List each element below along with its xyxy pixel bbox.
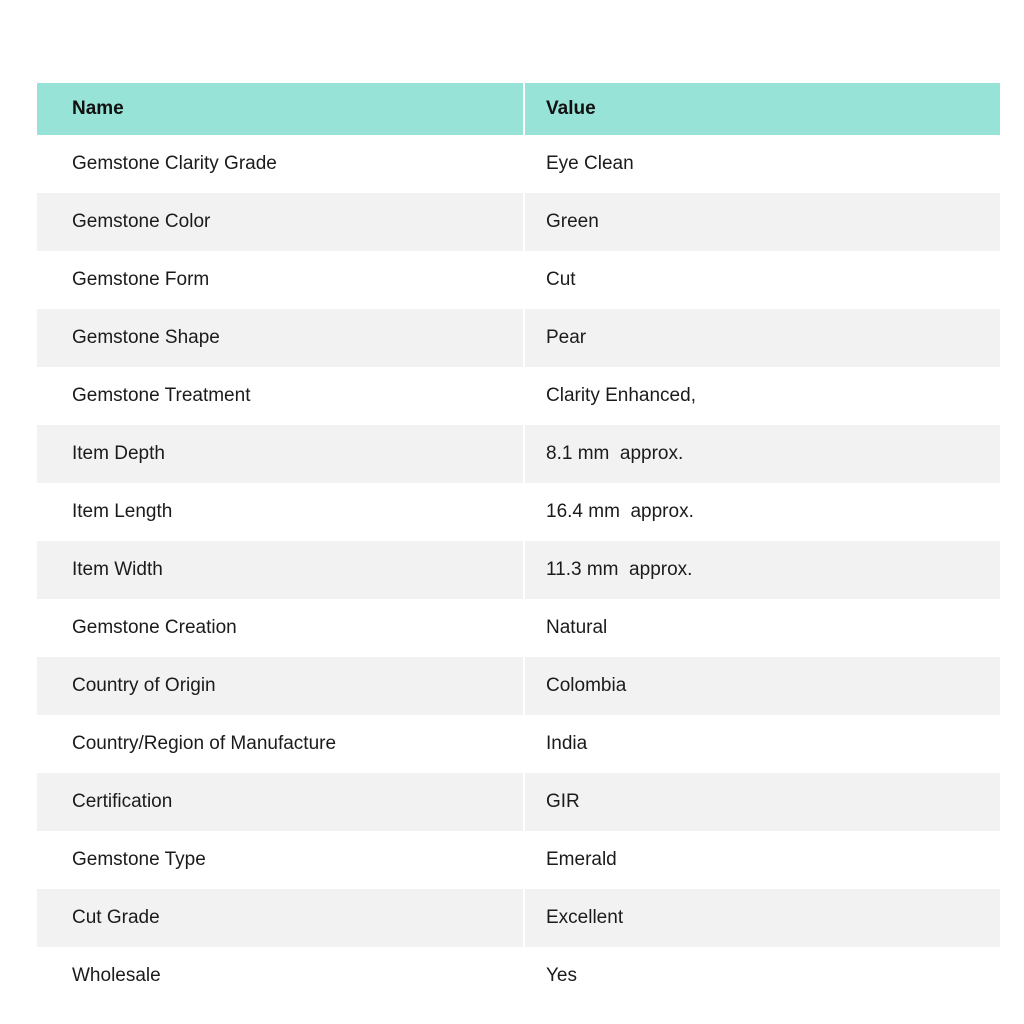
spec-value: Yes — [546, 964, 577, 986]
spec-name: Gemstone Clarity Grade — [72, 152, 277, 174]
spec-name: Item Depth — [37, 425, 523, 483]
table-row — [37, 541, 1000, 599]
spec-name: Gemstone Form — [72, 268, 210, 290]
spec-name: Wholesale — [72, 964, 161, 986]
header-name: Name — [37, 83, 523, 135]
spec-value: Colombia — [525, 657, 1000, 715]
table-row — [37, 889, 1000, 947]
table-row — [37, 367, 1000, 425]
spec-value: 8.1 mm approx. — [525, 425, 1000, 483]
spec-name: Item Width — [37, 541, 523, 599]
table-row — [37, 483, 1000, 541]
item-specifics-table — [37, 83, 1000, 1005]
table-row — [37, 831, 1000, 889]
spec-name: Country/Region of Manufacture — [72, 732, 337, 754]
table-row — [37, 309, 1000, 367]
spec-name: Gemstone Treatment — [72, 384, 251, 406]
spec-name: Cut Grade — [37, 889, 523, 947]
spec-name: Certification — [37, 773, 523, 831]
spec-value: 11.3 mm approx. — [525, 541, 1000, 599]
spec-value: 16.4 mm approx. — [546, 500, 694, 522]
spec-name: Item Length — [72, 500, 173, 522]
spec-value: Cut — [546, 268, 576, 290]
spec-value: Pear — [525, 309, 1000, 367]
spec-value: Eye Clean — [546, 152, 634, 174]
spec-value: Emerald — [546, 848, 617, 870]
table-row — [37, 251, 1000, 309]
table-row — [37, 193, 1000, 251]
spec-name: Gemstone Color — [37, 193, 523, 251]
spec-value: India — [546, 732, 588, 754]
table-row — [37, 947, 1000, 1005]
table-header-row — [37, 83, 1000, 135]
spec-value: Excellent — [525, 889, 1000, 947]
table-row — [37, 773, 1000, 831]
spec-value: Green — [525, 193, 1000, 251]
spec-name: Gemstone Shape — [37, 309, 523, 367]
spec-value: GIR — [525, 773, 1000, 831]
table-row — [37, 135, 1000, 193]
spec-name: Gemstone Type — [72, 848, 206, 870]
table-row — [37, 599, 1000, 657]
table-row — [37, 657, 1000, 715]
spec-name: Gemstone Creation — [72, 616, 237, 638]
table-row — [37, 715, 1000, 773]
table-row — [37, 425, 1000, 483]
header-value: Value — [525, 83, 1000, 135]
spec-name: Country of Origin — [37, 657, 523, 715]
spec-value: Clarity Enhanced, — [546, 384, 696, 406]
spec-value: Natural — [546, 616, 608, 638]
